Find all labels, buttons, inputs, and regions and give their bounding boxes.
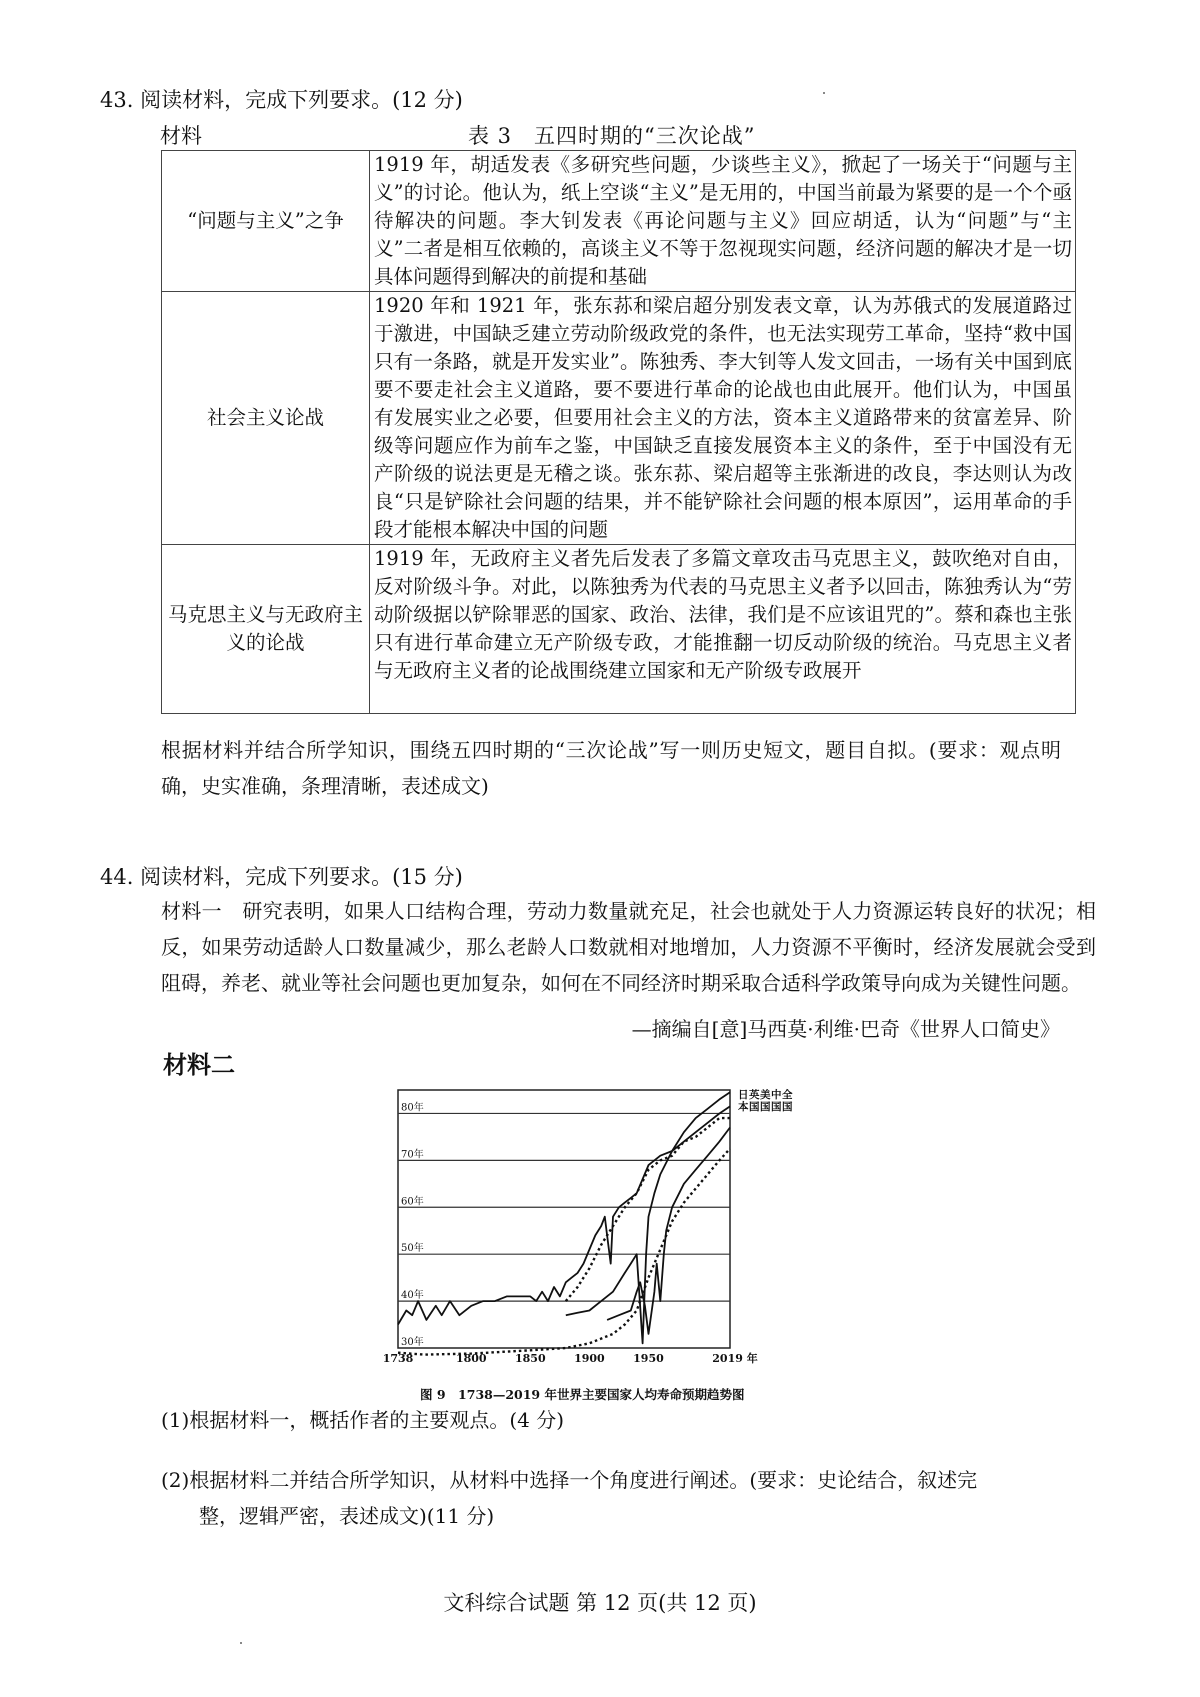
- legend-label: 国: [760, 1101, 771, 1113]
- q44-sub2-line1: (2)根据材料二并结合所学知识，从材料中选择一个角度进行阐述。(要求：史论结合，叙述完: [161, 1468, 978, 1492]
- series-line: [398, 1149, 730, 1355]
- x-tick-label: 2019 年: [712, 1352, 758, 1365]
- plot-frame: [398, 1090, 730, 1348]
- table-row: [162, 151, 1076, 292]
- legend-label: 国: [782, 1101, 793, 1113]
- legend-label: 美: [760, 1089, 771, 1101]
- x-tick-label: 1738: [382, 1352, 414, 1365]
- q43-title: 43. 阅读材料，完成下列要求。(12 分): [100, 88, 463, 112]
- y-tick-label: 30年: [401, 1337, 424, 1348]
- debate-table: [161, 150, 1076, 714]
- debate-name: 马克思主义与无政府主义的论战: [162, 545, 370, 714]
- debate-name: “问题与主义”之争: [162, 151, 370, 292]
- table-row: [162, 292, 1076, 545]
- legend-label: 国: [771, 1101, 782, 1113]
- y-tick-label: 60年: [401, 1196, 424, 1208]
- table-row: [162, 545, 1076, 714]
- legend-label: 国: [749, 1101, 760, 1113]
- q44-source: —摘编自[意]马西莫·利维·巴奇《世界人口简史》: [631, 1017, 1060, 1041]
- legend-label: 全: [782, 1089, 793, 1101]
- legend-label: 日: [738, 1089, 749, 1101]
- legend-label: 英: [749, 1089, 760, 1101]
- legend-label: 中: [771, 1089, 782, 1101]
- legend-label: 本: [738, 1101, 749, 1113]
- x-tick-label: 1950: [633, 1352, 664, 1365]
- q43-table-title: 表 3 五四时期的“三次论战”: [468, 124, 756, 148]
- debate-content: 1920 年和 1921 年，张东荪和梁启超分别发表文章，认为苏俄式的发展道路过于激进，中国缺乏建立劳动阶级政党的条件，也无法实现劳工革命，坚持“救中国只有一条路，就是开发实业”。陈独秀、李大钊等人发文回击，一场有关中国到底要不要走社会主义道路，要不要进行革命的论战也由此展开。他们认为，中国虽有发展实业之必要，但要用社会主义的方法，资本主义道路带来的贫富差异、阶级等问题应作为前车之鉴，中国缺乏直接发展资本主义的条件，至于中国没有无产阶级的说法更是无稽之谈。张东荪、梁启超等主张渐进的改良，李达则认为改良“只是铲除社会问题的结果，并不能铲除社会问题的根本原因”，运用革命的手段才能根本解决中国的问题: [370, 292, 1076, 545]
- q43-task: 根据材料并结合所学知识，围绕五四时期的“三次论战”写一则历史短文，题目自拟。(要求：观点明确，史实准确，条理清晰，表述成文): [161, 738, 1061, 798]
- q43-material-label: 材料: [160, 124, 202, 148]
- y-tick-label: 50年: [401, 1243, 424, 1255]
- chart-svg: [382, 1080, 828, 1385]
- scan-speck: [823, 92, 825, 94]
- q44-sub2-line2: 整，逻辑严密，表述成文)(11 分): [199, 1504, 495, 1528]
- scan-speck: [240, 1642, 242, 1644]
- debate-content: 1919 年，胡适发表《多研究些问题，少谈些主义》，掀起了一场关于“问题与主义”的讨论。他认为，纸上空谈“主义”是无用的，中国当前最为紧要的是一个个亟待解决的问题。李大钊发表《再论问题与主义》回应胡适，认为“问题”与“主义”二者是相互依赖的，高谈主义不等于忽视现实问题，经济问题的解决才是一切具体问题得到解决的前提和基础: [370, 151, 1076, 292]
- page-footer: 文科综合试题 第 12 页(共 12 页): [443, 1591, 757, 1615]
- q44-sub1: (1)根据材料一，概括作者的主要观点。(4 分): [161, 1408, 565, 1432]
- debate-content: 1919 年，无政府主义者先后发表了多篇文章攻击马克思主义，鼓吹绝对自由，反对阶级斗争。对此，以陈独秀为代表的马克思主义者予以回击，陈独秀认为“劳动阶级据以铲除罪恶的国家、政治、法律，我们是不应该诅咒的”。蔡和森也主张只有进行革命建立无产阶级专政，才能推翻一切反动阶级的统治。马克思主义者与无政府主义者的论战围绕建立国家和无产阶级专政展开: [370, 545, 1076, 714]
- debate-name: 社会主义论战: [162, 292, 370, 545]
- q44-material1: 材料一 研究表明，如果人口结构合理，劳动力数量就充足，社会也就处于人力资源运转良好的状况；相反，如果劳动适龄人口数量减少，那么老龄人口数就相对地增加，人力资源不平衡时，经济发展就会受到阻碍，养老、就业等社会问题也更加复杂，如何在不同经济时期采取合适科学政策导向成为关键性问题。: [161, 899, 1096, 995]
- x-tick-label: 1800: [455, 1352, 487, 1365]
- x-tick-label: 1900: [574, 1352, 605, 1365]
- y-tick-label: 70年: [401, 1149, 424, 1161]
- q44-sub2: [161, 1462, 1096, 1534]
- series-line: [566, 1118, 730, 1301]
- figure-caption: 图 9 1738—2019 年世界主要国家人均寿命预期趋势图: [420, 1387, 745, 1402]
- y-tick-label: 40年: [401, 1290, 424, 1302]
- q44-material2-label: 材料二: [163, 1051, 235, 1079]
- q44-title: 44. 阅读材料，完成下列要求。(15 分): [100, 865, 463, 889]
- y-tick-label: 80年: [401, 1102, 424, 1114]
- life-expectancy-chart: [382, 1080, 828, 1385]
- x-tick-label: 1850: [515, 1352, 546, 1365]
